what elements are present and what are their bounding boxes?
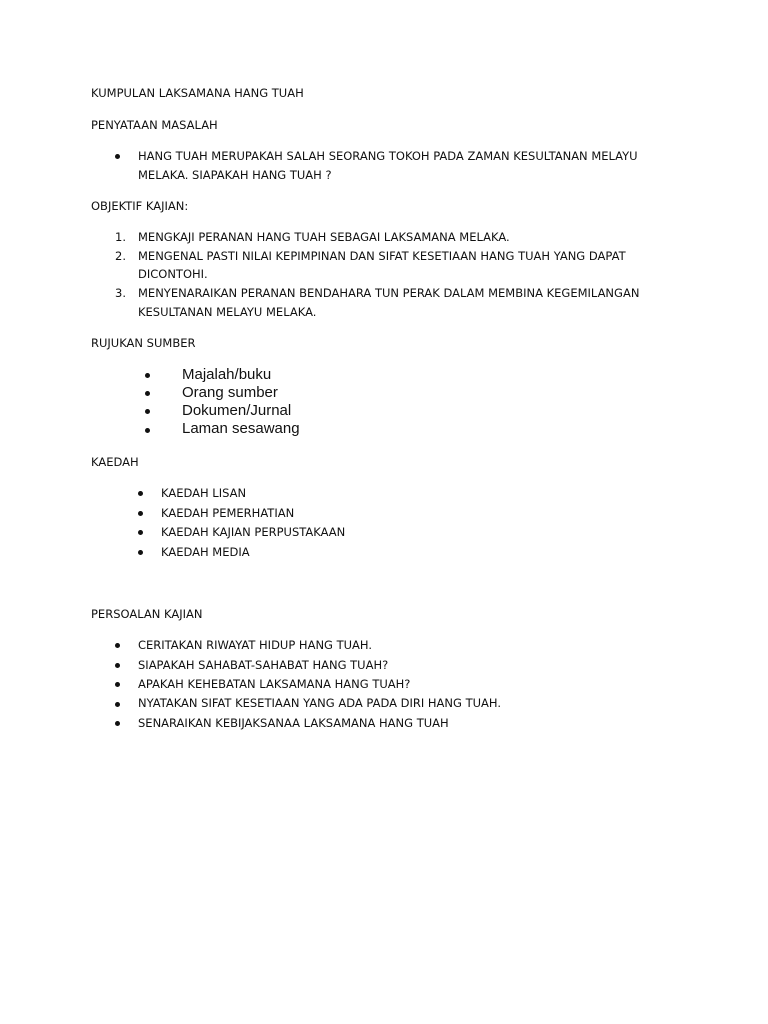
persoalan-item-4: NYATAKAN SIFAT KESETIAAN YANG ADA PADA DIRI HANG TUAH. — [138, 696, 502, 710]
bullet-icon — [115, 682, 120, 687]
persoalan-heading: PERSOALAN KAJIAN — [91, 607, 203, 621]
objektif-number-1: 1. — [115, 230, 126, 244]
kaedah-item-1: KAEDAH LISAN — [161, 486, 247, 500]
rujukan-item-4: Laman sesawang — [182, 420, 300, 437]
persoalan-item-3: APAKAH KEHEBATAN LAKSAMANA HANG TUAH? — [138, 677, 411, 691]
objektif-heading: OBJEKTIF KAJIAN: — [91, 199, 189, 213]
penyataan-heading: PENYATAAN MASALAH — [91, 118, 218, 132]
bullet-icon — [115, 721, 120, 726]
objektif-item-3-line-1: MENYENARAIKAN PERANAN BENDAHARA TUN PERAK DALAM MEMBINA KEGEMILANGAN — [138, 286, 640, 300]
penyataan-item-line-1: HANG TUAH MERUPAKAH SALAH SEORANG TOKOH PADA ZAMAN KESULTANAN MELAYU — [138, 149, 638, 163]
persoalan-item-2: SIAPAKAH SAHABAT-SAHABAT HANG TUAH? — [138, 658, 389, 672]
bullet-icon — [115, 643, 120, 648]
rujukan-item-2: Orang sumber — [182, 384, 278, 401]
objektif-item-3-line-2: KESULTANAN MELAYU MELAKA. — [138, 305, 317, 319]
kaedah-item-4: KAEDAH MEDIA — [161, 545, 250, 559]
bullet-icon — [115, 702, 120, 707]
bullet-icon — [115, 154, 120, 159]
kaedah-item-2: KAEDAH PEMERHATIAN — [161, 506, 295, 520]
objektif-number-3: 3. — [115, 286, 126, 300]
bullet-icon — [115, 663, 120, 668]
bullet-icon — [145, 428, 150, 433]
document-title: KUMPULAN LAKSAMANA HANG TUAH — [91, 86, 304, 100]
rujukan-item-3: Dokumen/Jurnal — [182, 402, 292, 419]
objektif-item-2-line-2: DICONTOHI. — [138, 267, 208, 281]
bullet-icon — [145, 373, 150, 378]
rujukan-heading: RUJUKAN SUMBER — [91, 336, 196, 350]
bullet-icon — [145, 409, 150, 414]
objektif-item-2-line-1: MENGENAL PASTI NILAI KEPIMPINAN DAN SIFAT KESETIAAN HANG TUAH YANG DAPAT — [138, 249, 626, 263]
persoalan-item-5: SENARAIKAN KEBIJAKSANAA LAKSAMANA HANG TUAH — [138, 716, 449, 730]
objektif-number-2: 2. — [115, 249, 126, 263]
kaedah-heading: KAEDAH — [91, 455, 139, 469]
bullet-icon — [138, 511, 143, 516]
bullet-icon — [138, 550, 143, 555]
penyataan-item-line-2: MELAKA. SIAPAKAH HANG TUAH ? — [138, 168, 332, 182]
bullet-icon — [138, 530, 143, 535]
bullet-icon — [145, 391, 150, 396]
persoalan-item-1: CERITAKAN RIWAYAT HIDUP HANG TUAH. — [138, 638, 373, 652]
bullet-icon — [138, 491, 143, 496]
rujukan-item-1: Majalah/buku — [182, 366, 272, 383]
kaedah-item-3: KAEDAH KAJIAN PERPUSTAKAAN — [161, 525, 346, 539]
objektif-item-1: MENGKAJI PERANAN HANG TUAH SEBAGAI LAKSAMANA MELAKA. — [138, 230, 510, 244]
